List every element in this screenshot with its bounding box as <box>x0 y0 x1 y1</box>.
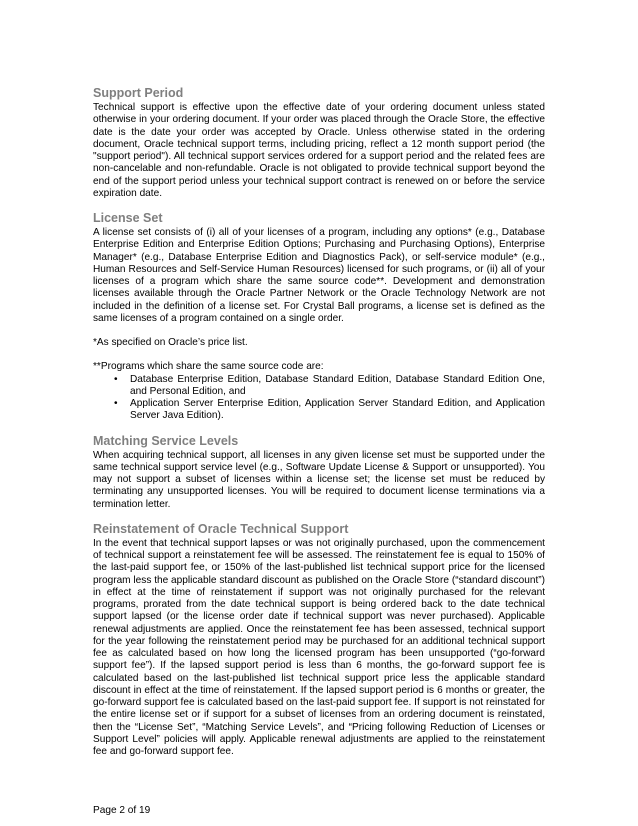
page-number: Page 2 of 19 <box>93 805 151 816</box>
matching-service-levels-heading: Matching Service Levels <box>93 433 239 448</box>
support-period-heading: Support Period <box>93 86 184 100</box>
document-page <box>93 86 545 769</box>
list-item <box>93 374 545 399</box>
section-matching-service-levels <box>93 434 545 511</box>
section-reinstatement <box>93 522 545 759</box>
reinstatement-heading: Reinstatement of Oracle Technical Support <box>93 521 349 536</box>
source-code-intro: **Programs which share the same source code are: <box>93 361 324 373</box>
section-support-period <box>93 86 545 200</box>
matching-service-levels-body: When acquiring technical support, all licenses in any given license set must be supported under the same technical support service level (e.g., Software Update License & Support or unsupported). You may not support a subset of licenses within a license set; the license set must be reduced by terminating any unsupported licenses. You will be required to document license terminations via a termination letter. <box>93 449 545 510</box>
list-item <box>93 398 545 423</box>
license-set-heading: License Set <box>93 211 163 225</box>
list-item-text: Database Enterprise Edition, Database Standard Edition, Database Standard Edition One, and Personal Edition, and <box>130 373 545 397</box>
list-item-text: Application Server Enterprise Edition, Application Server Standard Edition, and Application Server Java Edition). <box>130 398 545 422</box>
source-code-list <box>93 374 545 423</box>
bullet-icon: • <box>114 373 118 385</box>
section-license-set <box>93 211 545 423</box>
license-set-body: A license set consists of (i) all of your licenses of a program, including any options* (e.g., Database Enterprise Edition and Enterprise Edition Options; Purchasing and Purchasing Options), Enterprise Manager* (e.g., Database Enterprise Edition and Diagnostics Pack), or self-service module* (e.g., Human Resources and Self-Service Human Resources) licensed for such programs, or (ii) all of your licenses of a program which share the same source code**. Development and demonstration licenses available through the Oracle Partner Network or the Oracle Technology Network are not included in the definition of a license set. For Crystal Ball programs, a license set is defined as the same licenses of a program contained on a single order. <box>93 227 545 324</box>
license-set-footnote: *As specified on Oracle’s price list. <box>93 337 248 348</box>
bullet-icon: • <box>114 398 118 409</box>
support-period-body: Technical support is effective upon the effective date of your ordering document unless stated otherwise in your ordering document. If your order was placed through the Oracle Store, the effective date is the date your order was accepted by Oracle. Unless otherwise stated in the ordering document, Oracle technical support terms, including pricing, reflect a 12 month support period (the "support period"). All technical support services ordered for a support period and the related fees are non-cancelable and non-refundable. Oracle is not obligated to provide technical support beyond the end of the support period unless your technical support contract is renewed on or before the service expiration date. <box>93 102 545 199</box>
reinstatement-body: In the event that technical support lapses or was not originally purchased, upon the commencement of technical support a reinstatement fee will be assessed. The reinstatement fee is equal to 150% of the last-paid support fee, or 150% of the last-published list technical support price for the licensed program less the applicable standard discount as published on the Oracle Store (“standard discount”) in effect at the time of reinstatement if support was not originally purchased for the relevant programs, prorated from the date technical support is being ordered back to the date technical support lapsed (or the license order date if technical support was never purchased). Applicable renewal adjustments are applied. Once the reinstatement fee has been assessed, technical support for the year following the reinstatement period may be purchased for an additional technical support fee as calculated based on how long the licensed program has been unsupported (“go-forward support fee”). If the lapsed support period is less than 6 months, the go-forward support fee is calculated based on the last-published list technical support price less the applicable standard discount in effect at the time of reinstatement. If the lapsed support period is 6 months or greater, the go-forward support fee is calculated based on the last-paid support fee. If support is not reinstated for the entire license set or if support for a subset of licenses from an ordering document is reinstated, then the “License Set”, “Matching Service Levels”, and “Pricing following Reduction of Licenses or Support Level” policies will apply. Applicable renewal adjustments are applied to the reinstatement fee and go-forward support fee. <box>93 537 545 757</box>
